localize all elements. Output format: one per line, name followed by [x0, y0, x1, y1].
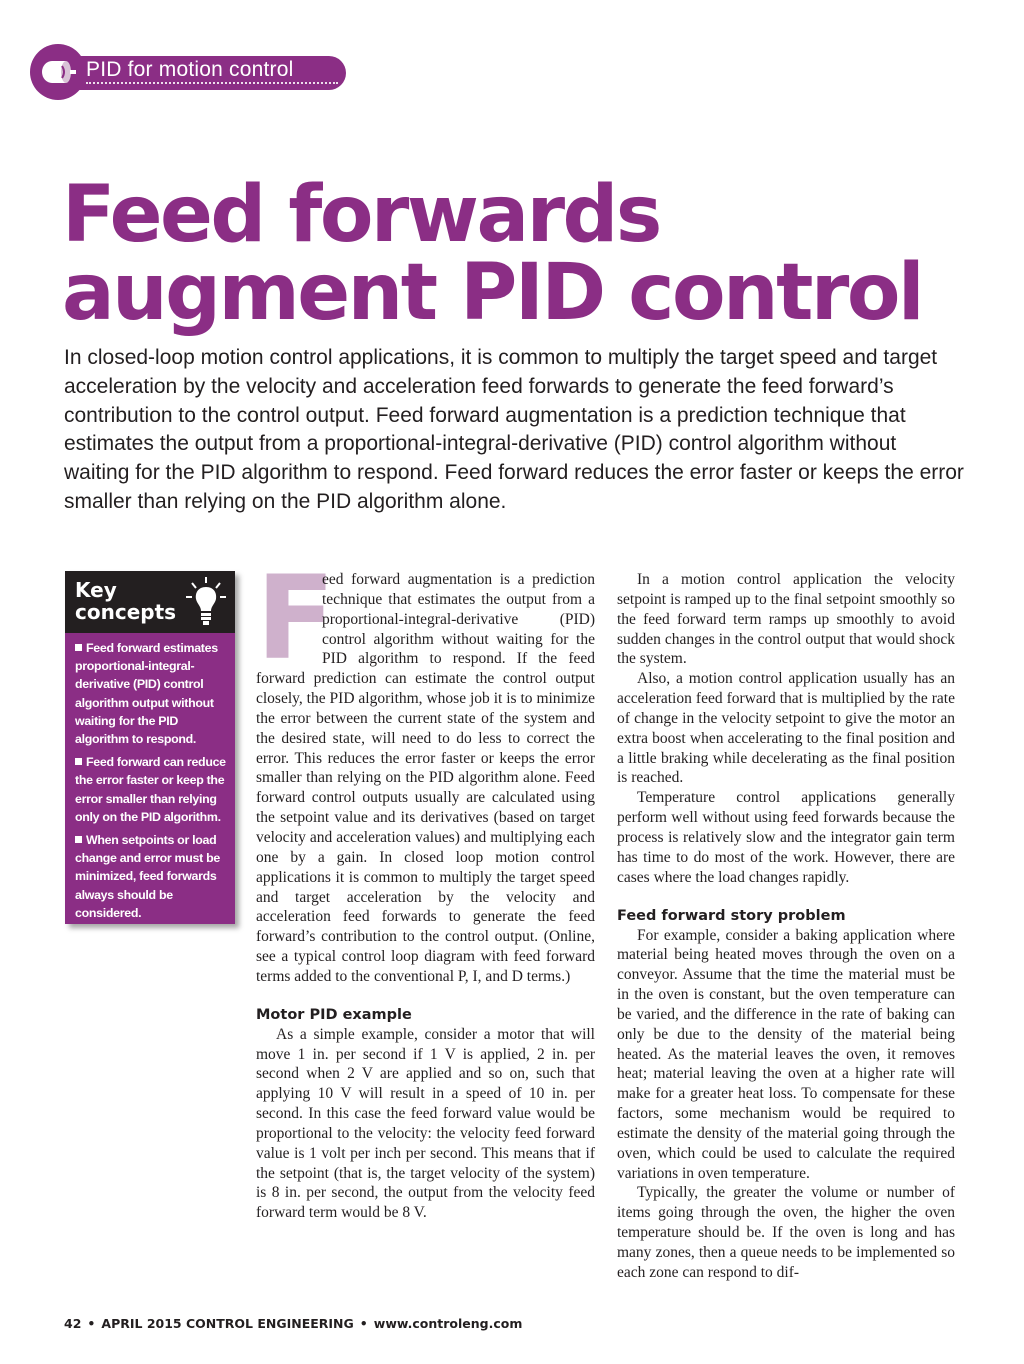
key-concept-item	[75, 639, 231, 748]
key-concept-text: Feed forward estimates proportional-integral-derivative (PID) control algorithm output without waiting for the PID algorithm to respond.	[75, 641, 218, 747]
body-paragraph-text: eed forward augmentation is a prediction technique that estimates the output from a proportional-integral-derivative (PID) control algorithm without waiting for the PID algorithm to respond. If the feed forward prediction can estimate the control output closely, the PID algorithm, whose job it is to minimize the error between the current state of the system and the desired state, will need to do less to correct the error. This reduces the error faster or keeps the error smaller than relying on the PID algorithm alone. Feed forward control outputs usually are calculated using the setpoint value and its derivatives (based on target velocity and acceleration values) and multiplying each one by a gain. In closed loop motion control applications it is common to multiply the target speed and target acceleration by the velocity and acceleration feed forwards to generate the feed forward’s contribution to the control output. (Online, see a typical control loop diagram with feed forward terms added to the conventional P, I, and D terms.)	[256, 571, 595, 985]
body-paragraph	[256, 551, 595, 987]
key-concept-text: When setpoints or load change and error must be minimized, feed forwards always should be considered.	[75, 833, 220, 920]
body-paragraph: Typically, the greater the volume or number of items going through the oven, the higher the oven temperature should be. If the oven is long and has many zones, then a queue needs to be implemented so each zone can respond to dif-	[617, 1184, 955, 1281]
section-tab	[30, 44, 348, 100]
key-concept-item	[75, 753, 231, 826]
key-concepts-list	[75, 639, 231, 927]
footer-separator: •	[359, 1316, 368, 1331]
headline-line-1: Feed forwards	[62, 170, 660, 260]
bullet-square-icon	[75, 644, 82, 651]
headline-line-2: augment PID control	[62, 248, 923, 338]
page-number: 42	[64, 1316, 82, 1331]
footer-separator: •	[87, 1316, 96, 1331]
body-paragraph: Also, a motion control application usually has an acceleration feed forward that is multiplied by the rate of change in the velocity setpoint to give the motor an extra boost when accelerating to the final position and a little braking while decelerating as the final position is reached.	[617, 670, 955, 787]
section-tab-label: PID for motion control	[86, 58, 294, 81]
subheading-motor-pid: Motor PID example	[256, 1006, 412, 1023]
subheading-story-problem: Feed forward story problem	[617, 907, 846, 924]
key-concept-text: Feed forward can reduce the error faster or keep the error smaller than relying only on the PID algorithm.	[75, 755, 226, 824]
footer-url: www.controleng.com	[373, 1316, 523, 1331]
motor-icon	[30, 44, 86, 100]
body-paragraph: As a simple example, consider a motor that will move 1 in. per second if 1 V is applied, 2 in. per second when 2 V are applied and so on, such that applying 10 V will result in a speed of 10 in. per second. In this case the feed forward value would be proportional to the velocity: the velocity feed forward value is 1 volt per inch per second. This means that if the setpoint (that is, the target velocity of the system) is 8 in. per second, the output from the velocity feed forward term would be 8 V.	[256, 1025, 595, 1222]
key-concepts-title-line-1: Key	[75, 578, 117, 602]
page-footer	[64, 1316, 522, 1331]
body-paragraph: In a motion control application the velocity setpoint is ramped up to the final setpoint smoothly so the feed forward term ramps up smoothly to avoid sudden changes in the control output that would shock the system.	[617, 571, 955, 668]
body-paragraph: For example, consider a baking application where material being heated moves through the oven on a conveyor. Assume that the time the material must be in the oven is constant, but the oven temperature can be varied, and the difference in the rate of baking can only be due to the density of the material being heated. As the material leaves the oven, it removes heat; material leaving the oven at a higher rate will make for a greater heat loss. To compensate for these factors, some mechanism would be required to estimate the density of the material going through the oven, which could be used to calculate the required variations in oven temperature.	[617, 926, 955, 1182]
key-concepts-title	[75, 579, 176, 623]
headline	[62, 170, 962, 338]
bullet-square-icon	[75, 836, 82, 843]
key-concepts-title-line-2: concepts	[75, 600, 177, 624]
footer-issue: APRIL 2015 CONTROL ENGINEERING	[101, 1316, 354, 1331]
lightbulb-icon	[183, 575, 229, 631]
body-column-2	[617, 570, 955, 1283]
body-column-1	[256, 551, 595, 1223]
key-concept-item	[75, 831, 231, 922]
drop-cap: F	[256, 551, 336, 686]
deck-text: In closed-loop motion control applications, it is common to multiply the target speed and target acceleration by the velocity and acceleration feed forwards to generate the feed forward’s contribution to the control output. Feed forward augmentation is a prediction technique that estimates the output from a proportional-integral-derivative (PID) control algorithm without waiting for the PID algorithm to respond. Feed forward reduces the error faster or keeps the error smaller than relying on the PID algorithm alone.	[64, 346, 964, 513]
body-paragraph: Temperature control applications generally perform well without using feed forwards because the process is relatively slow and the integrator gain term has time to do most of the work. However, there are cases where the load changes rapidly.	[617, 789, 955, 886]
bullet-square-icon	[75, 758, 82, 765]
section-tab-underline	[86, 82, 338, 84]
key-concepts-header	[65, 571, 235, 633]
key-concepts-box	[65, 571, 235, 924]
